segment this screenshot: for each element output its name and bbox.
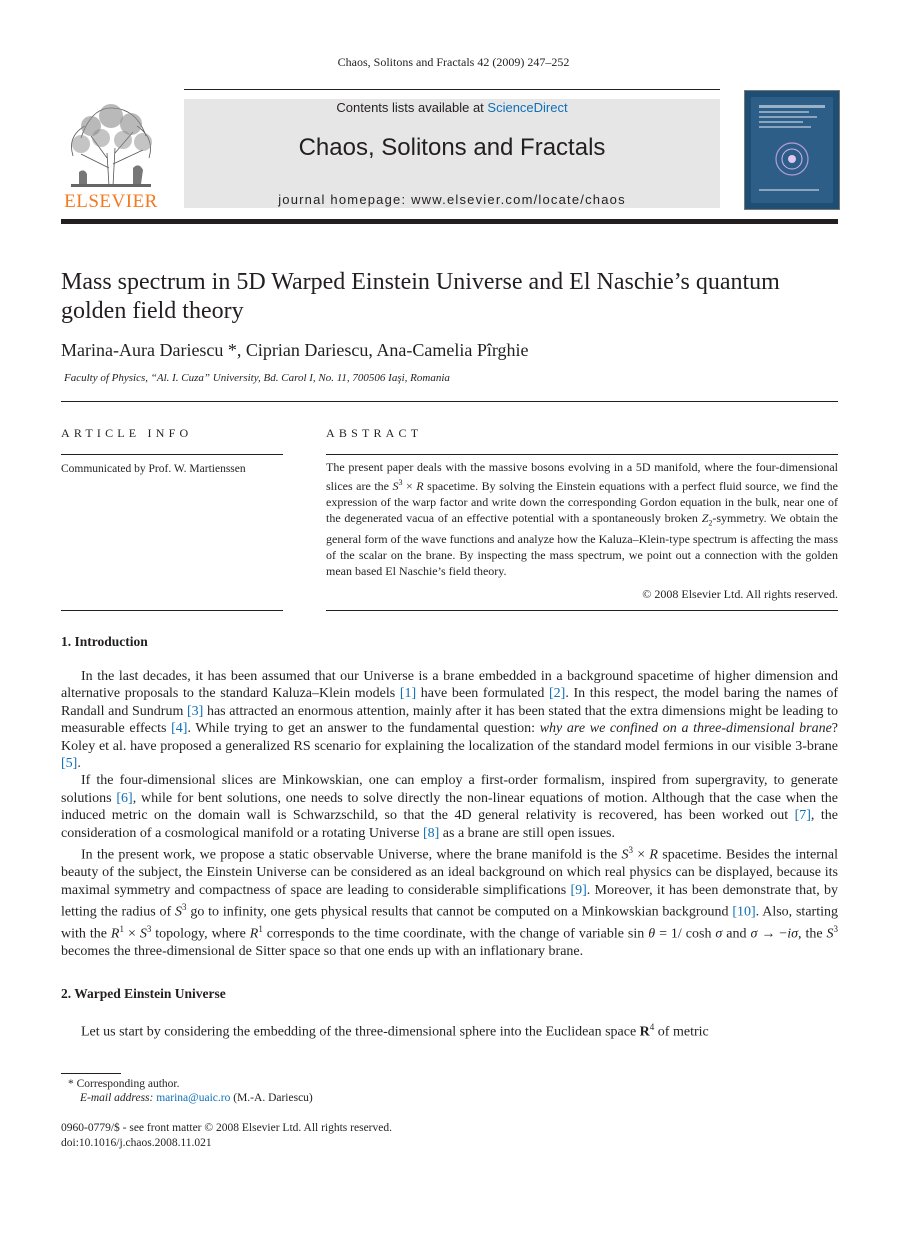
ref-link[interactable]: [9]: [570, 882, 587, 898]
abstract-rule: [326, 454, 838, 455]
doi-line[interactable]: doi:10.1016/j.chaos.2008.11.021: [61, 1137, 212, 1149]
email-label: E-mail address:: [80, 1092, 157, 1104]
ref-link[interactable]: [8]: [422, 825, 440, 841]
ref-link[interactable]: [2]: [549, 686, 566, 702]
article-title: Mass spectrum in 5D Warped Einstein Universe and El Naschie’s quantum golden field theory: [61, 269, 780, 324]
email-link[interactable]: marina@uaic.ro: [156, 1092, 231, 1104]
abstract-bottom-rule: [326, 610, 838, 611]
abstract-text: The present paper deals with the massive bosons evolving in a 5D manifold, where the four-dimensional slices are the $S^3 \times R$ spacetime. By solving the Einstein equations with a perfect fluid source, we find the expression of the warp factor and write down the corresponding Gordon equation in the bulk, near one of the degenerated vacua of an effective potential with a spontaneously broken $Z_2$-symmetry. We obtain the general form of the wave functions and analyze how the Kaluza–Klein-type spectrum is affecting the mass of the scalar on the brane. By inspecting the mass spectrum, we point out a connection with the golden mean based El Naschie’s field theory.: [326, 460, 838, 579]
copyright-line: © 2008 Elsevier Ltd. All rights reserved.: [642, 587, 838, 601]
abstract-label: ABSTRACT: [326, 426, 423, 440]
introduction-body: [61, 668, 838, 960]
ref-link[interactable]: [4]: [171, 721, 188, 737]
section2-paragraph: Let us start by considering the embedding of the three-dimensional sphere into the Euclidean space $R^4$ of metric: [81, 1022, 709, 1040]
intro-paragraph: If the four-dimensional slices are Minkowskian, one can employ a first-order formalism, inspired from supergravity, to generate solutions [6], while for bent solutions, one needs to solve directly the non-linear equations of motion. Although that the case when the induced metric on the domain wall is Schwarzschild, so that the 4D general relativity is recovered, has been worked out [7], the consideration of a cosmological manifold or a rotating Universe [8] as a brane are still open issues.: [61, 773, 838, 841]
communicated-by: Communicated by Prof. W. Martienssen: [61, 463, 246, 475]
corresponding-author-note: * Corresponding author.: [68, 1078, 180, 1090]
header-divider: [61, 219, 838, 224]
issn-line: 0960-0779/$ - see front matter © 2008 Elsevier Ltd. All rights reserved.: [61, 1122, 392, 1134]
section-heading-introduction: 1. Introduction: [61, 634, 148, 649]
contents-prefix: Contents lists available at: [336, 100, 488, 115]
banner-top-rule: [184, 89, 720, 90]
ref-link[interactable]: [5]: [61, 756, 78, 772]
contents-line: [184, 100, 720, 115]
journal-homepage-link[interactable]: journal homepage: www.elsevier.com/locate/chaos: [278, 192, 626, 207]
footnote-rule: [61, 1073, 121, 1074]
email-footnote: [80, 1092, 313, 1104]
fractal-cover-icon: [751, 97, 833, 203]
email-suffix: (M.-A. Dariescu): [230, 1092, 313, 1104]
ref-link[interactable]: [10]: [732, 904, 756, 920]
journal-cover-image[interactable]: [744, 90, 840, 210]
ref-link[interactable]: [1]: [399, 686, 417, 702]
elsevier-wordmark: ELSEVIER: [64, 191, 158, 212]
journal-cover-panel: [751, 97, 833, 203]
intro-paragraph: In the present work, we propose a static observable Universe, where the brane manifold is the $S^3 \times R$ spacetime. Besides the internal beauty of the subject, the Einstein Universe can be considered as an ideal background on which real physics can be displayed, because its maximal symmetry and compactness of space are leading to considerable simplifications [9]. Moreover, it has been demonstrate that, by letting the radius of $S^3$ go to infinity, one gets physical results that cannot be computed on a Minkowskian background [10]. Also, starting with the $R^1 \times S^3$ topology, where $R^1$ corresponds to the time coordinate, with the change of variable sin θ = 1/ cosh σ and σ → −iσ, the $S^3$ becomes the three-dimensional de Sitter space so that one ends up with an inflationary brane.: [61, 845, 839, 960]
article-info-bottom-rule: [61, 610, 283, 611]
article-info-label: ARTICLE INFO: [61, 426, 193, 440]
section2-body: [61, 1019, 838, 1041]
elsevier-logo[interactable]: [61, 98, 161, 210]
affiliation: Faculty of Physics, “Al. I. Cuza” University, Bd. Carol I, No. 11, 700506 Iaşi, Romania: [64, 372, 450, 384]
ref-link[interactable]: [7]: [794, 808, 811, 824]
ref-link[interactable]: [6]: [116, 790, 133, 806]
intro-paragraph: In the last decades, it has been assumed that our Universe is a brane embedded in a background spacetime of higher dimension and alternative proposals to the standard Kaluza–Klein models [1] have been formulated [2]. In this respect, the model baring the names of Randall and Sundrum [3] has attracted an enormous attention, mainly after it has been stated that the extra dimensions might be leading to measurable effects [4]. While trying to get an answer to the fundamental question: why are we confined on a three-dimensional brane? Koley et al. have proposed a generalized RS scenario for explaining the localization of the standard model fermions in our visible 3-brane [5].: [61, 669, 838, 772]
journal-citation: Chaos, Solitons and Fractals 42 (2009) 247–252: [337, 55, 570, 69]
article-info-rule: [61, 454, 283, 455]
sciencedirect-link[interactable]: ScienceDirect: [487, 100, 568, 115]
author-list: Marina-Aura Dariescu *, Ciprian Dariescu, Ana-Camelia Pîrghie: [61, 340, 529, 360]
authors-divider: [61, 401, 838, 402]
ref-link[interactable]: [3]: [187, 703, 204, 719]
journal-name: Chaos, Solitons and Fractals: [298, 134, 606, 161]
section-heading-warped-einstein-universe: 2. Warped Einstein Universe: [61, 986, 226, 1001]
